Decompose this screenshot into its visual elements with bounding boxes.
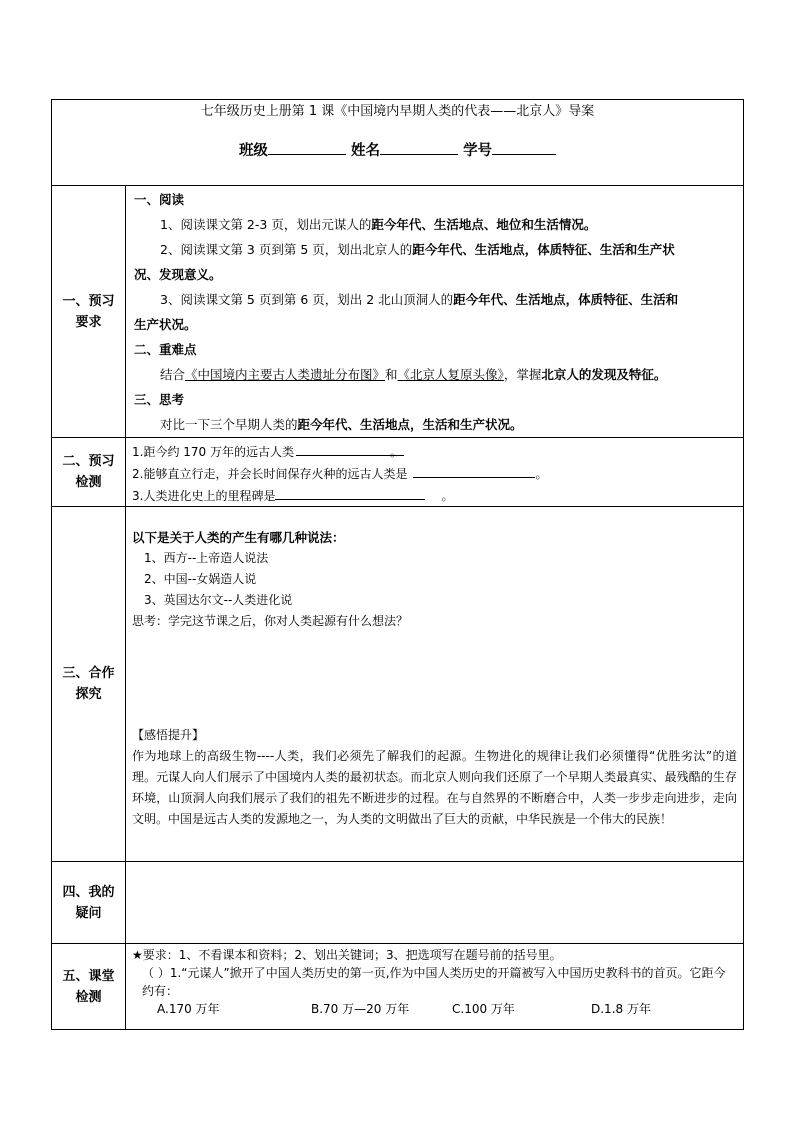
think-question: 思考：学完这节课之后，你对人类起源有什么想法？ [132, 614, 409, 628]
map-reference: 《中国境内主要古人类遗址分布图》 [185, 367, 386, 382]
worksheet [51, 99, 743, 1021]
answer-options [132, 1000, 737, 1018]
key-points-text: 结合《中国境内主要古人类遗址分布图》和《北京人复原头像》，掌握北京人的发现及特征。 [160, 367, 667, 382]
section-content [126, 186, 744, 438]
origin-lead: 以下是关于人类的产生有哪几种说法： [132, 530, 345, 545]
insight-text: 作为地球上的高级生物----人类，我们必须先了解我们的起源。生物进化的规律让我们必须懂得“优胜劣汰”的道理。元谋人向人们展示了中国境内人类的最初状态。而北京人则向我们还原了一个早期人类最真实、最残酷的生存环境，山顶洞人向我们展示了我们的祖先不断进步的过程。在与自然界的不断磨合中，人类一步步走向进步，走向文明。中国是远古人类的发源地之一，为人类的文明做出了巨大的贡献，中华民族是一个伟大的民族！ [132, 749, 738, 826]
reading-item-2-cont: 况、发现意义。 [134, 267, 222, 282]
reading-item-2: 2、阅读课文第 3 页到第 5 页，划出北京人的距今年代、生活地点，体质特征、生活和生产状 [160, 242, 675, 257]
option-b[interactable]: B.70 万—20 万年 [311, 1002, 410, 1016]
header-row [52, 100, 744, 186]
header-cell [52, 100, 744, 186]
test-question-1: （ ）1.“元谋人”掀开了中国人类历史的第一页,作为中国人类历史的开篇被写入中国历史教科书的首页。它距今约有： [142, 966, 726, 998]
question-2: 2.能够直立行走，并会长时间保存火种的远古人类是 。 [132, 462, 737, 484]
key-points-heading: 二、重难点 [134, 342, 197, 357]
section-label: 一、预习 要求 [52, 186, 126, 438]
section-preview-requirements [52, 186, 744, 438]
question-3: 3.人类进化史上的里程碑是 。 [132, 484, 737, 506]
image-reference: 《北京人复原头像》 [397, 367, 504, 382]
origin-theory-3: 3、英国达尔文--人类进化说 [144, 593, 293, 607]
section-my-questions [52, 862, 744, 944]
option-c[interactable]: C.100 万年 [452, 1002, 515, 1016]
reading-heading: 一、阅读 [134, 192, 185, 207]
origin-theory-2: 2、中国--女娲造人说 [144, 572, 257, 586]
number-label: 学号 [463, 143, 493, 159]
section-content [126, 438, 744, 507]
reading-item-3: 3、阅读课文第 5 页到第 6 页，划出 2 北山顶洞人的距今年代、生活地点，体质特征、生活和 [160, 292, 679, 307]
questions-space[interactable] [126, 862, 744, 944]
worksheet-table [51, 99, 744, 1030]
option-a[interactable]: A.170 万年 [157, 1002, 220, 1016]
test-requirement: ★要求：1、不看课本和资料；2、划出关键词；3、把选项写在题号前的括号里。 [132, 948, 562, 962]
section-label: 五、课堂 检测 [52, 944, 126, 1030]
origin-theory-1: 1、西方--上帝造人说法 [144, 551, 269, 565]
section-class-test [52, 944, 744, 1030]
answer-blank[interactable] [413, 462, 535, 478]
think-heading: 三、思考 [134, 392, 185, 407]
page-title: 七年级历史上册第 1 课《中国境内早期人类的代表——北京人》导案 [200, 104, 595, 119]
section-content [126, 944, 744, 1030]
name-field[interactable] [380, 139, 458, 155]
section-cooperative-inquiry [52, 507, 744, 862]
class-field[interactable] [268, 139, 346, 155]
class-label: 班级 [238, 143, 268, 159]
answer-blank[interactable] [296, 440, 404, 456]
insight-title: 【感悟提升】 [132, 728, 205, 742]
section-label: 三、合作 探究 [52, 507, 126, 862]
answer-space[interactable] [132, 632, 737, 725]
section-label: 四、我的 疑问 [52, 862, 126, 944]
name-label: 姓名 [351, 143, 380, 159]
option-d[interactable]: D.1.8 万年 [591, 1002, 651, 1016]
section-preview-check [52, 438, 744, 507]
think-text: 对比一下三个早期人类的距今年代、生活地点，生活和生产状况。 [160, 417, 523, 432]
reading-item-3-cont: 生产状况。 [134, 317, 197, 332]
student-info-line [52, 139, 743, 160]
reading-item-1: 1、阅读课文第 2-3 页，划出元谋人的距今年代、生活地点、地位和生活情况。 [160, 217, 597, 232]
answer-blank[interactable] [275, 484, 425, 500]
question-1: 1.距今约 170 万年的远古人类 。 [132, 440, 737, 462]
section-content [126, 507, 744, 862]
number-field[interactable] [492, 139, 556, 155]
section-label: 二、预习 检测 [52, 438, 126, 507]
